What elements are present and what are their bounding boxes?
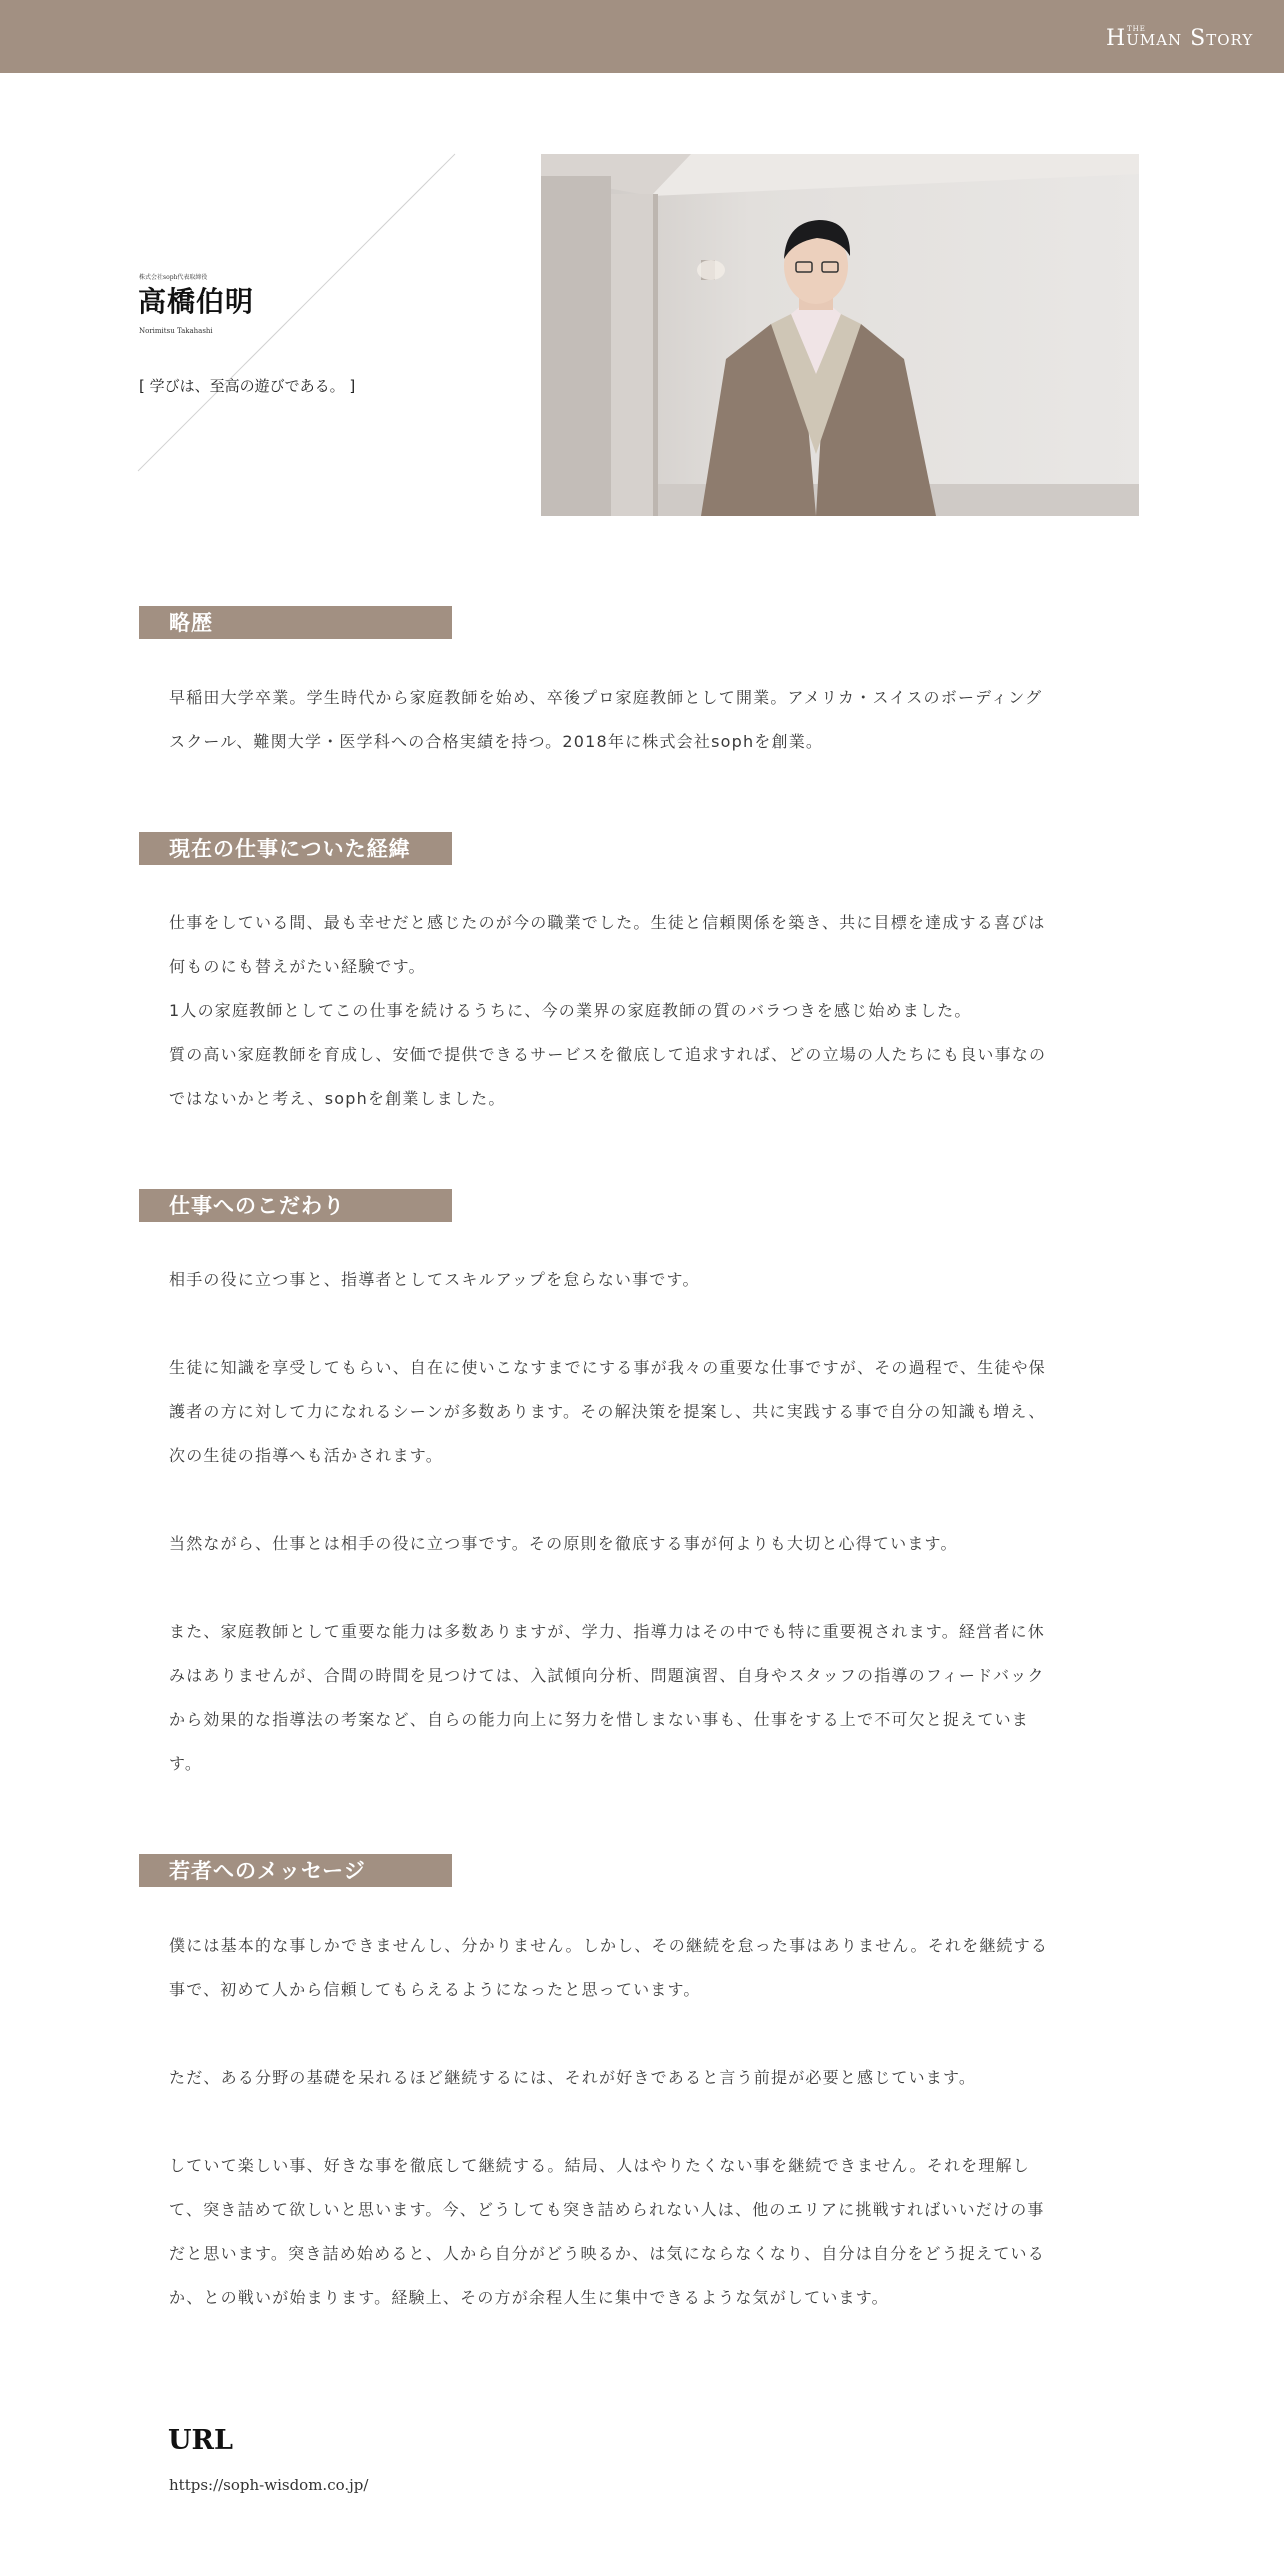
section-body-commitment — [169, 1258, 1094, 1786]
paragraph-gap — [169, 2100, 1094, 2144]
section-heading-commitment: 仕事へのこだわり — [139, 1189, 452, 1222]
site-logo[interactable] — [1106, 22, 1254, 54]
url-heading: URL — [168, 2425, 233, 2456]
commitment-line: 当然ながら、仕事とは相手の役に立つ事です。その原則を徹底する事が何よりも大切と心得ています。 — [169, 1534, 958, 1553]
message-line: 僕には基本的な事しかできませんし、分かりません。しかし、その継続を怠った事はありません。それを継続する — [169, 1936, 1049, 1955]
person-name-romaji: Norimitsu Takahashi — [139, 327, 213, 335]
logo-uman: UMAN — [1126, 31, 1183, 49]
company-title: 株式会社soph代表取締役 — [139, 274, 208, 281]
reason-line: 仕事をしている間、最も幸せだと感じたのが今の職業でした。生徒と信頼関係を築き、共に目標を達成する喜びは — [169, 913, 1046, 932]
commitment-line: 護者の方に対して力になれるシーンが多数あります。その解決策を提案し、共に実践する事で自分の知識も増え、 — [169, 1402, 1046, 1421]
section-heading-career: 略歴 — [139, 606, 452, 639]
profile-photo — [541, 154, 1139, 516]
logo-the: THE — [1127, 25, 1146, 33]
logo-s: S — [1190, 26, 1207, 51]
website-link[interactable]: https://soph-wisdom.co.jp/ — [169, 2476, 369, 2494]
message-line: か、との戦いが始まります。経験上、その方が余程人生に集中できるような気がしています。 — [169, 2288, 889, 2307]
section-body-career — [169, 676, 1094, 764]
commitment-line: みはありませんが、合間の時間を見つけては、入試傾向分析、問題演習、自身やスタッフの指導のフィードバック — [169, 1666, 1045, 1685]
paragraph-gap — [169, 1566, 1094, 1610]
commitment-line: す。 — [169, 1754, 203, 1773]
commitment-line: また、家庭教師として重要な能力は多数ありますが、学力、指導力はその中でも特に重要視されます。経営者に休 — [169, 1622, 1045, 1641]
section-body-reason — [169, 901, 1094, 1121]
commitment-line: 生徒に知識を享受してもらい、自在に使いこなすまでにする事が我々の重要な仕事ですが、その過程で、生徒や保 — [169, 1358, 1046, 1377]
reason-line: 質の高い家庭教師を育成し、安価で提供できるサービスを徹底して追求すれば、どの立場の人たちにも良い事なの — [169, 1045, 1047, 1064]
reason-line: 何ものにも替えがたい経験です。 — [169, 957, 426, 976]
person-motto: [ 学びは、至高の遊びである。 ] — [139, 377, 356, 395]
commitment-line: から効果的な指導法の考案など、自らの能力向上に努力を惜しまない事も、仕事をする上で不可欠と捉えていま — [169, 1710, 1030, 1729]
logo-wordmark — [1106, 26, 1253, 53]
career-line: スクール、難関大学・医学科への合格実績を持つ。2018年に株式会社sophを創業。 — [169, 732, 824, 751]
message-line: て、突き詰めて欲しいと思います。今、どうしても突き詰められない人は、他のエリアに挑戦すればいいだけの事 — [169, 2200, 1045, 2219]
section-body-message — [169, 1924, 1094, 2320]
commitment-line: 次の生徒の指導へも活かされます。 — [169, 1446, 443, 1465]
message-line: だと思います。突き詰め始めると、人から自分がどう映るか、は気にならなくなり、自分は自分をどう捉えている — [169, 2244, 1045, 2263]
commitment-line: 相手の役に立つ事と、指導者としてスキルアップを怠らない事です。 — [169, 1270, 700, 1289]
person-name: 高橋伯明 — [138, 285, 255, 318]
reason-line: ではないかと考え、sophを創業しました。 — [169, 1089, 506, 1108]
section-heading-message: 若者へのメッセージ — [139, 1854, 452, 1887]
paragraph-gap — [169, 2012, 1094, 2056]
site-header — [0, 0, 1284, 73]
logo-h: H — [1106, 26, 1127, 51]
profile-photo-illustration — [541, 154, 1139, 516]
message-line: 事で、初めて人から信頼してもらえるようになったと思っています。 — [169, 1980, 701, 1999]
logo-tory: TORY — [1206, 31, 1254, 49]
section-heading-reason: 現在の仕事についた経緯 — [139, 832, 452, 865]
message-line: していて楽しい事、好きな事を徹底して継続する。結局、人はやりたくない事を継続できません。それを理解し — [169, 2156, 1030, 2175]
reason-line: 1人の家庭教師としてこの仕事を続けるうちに、今の業界の家庭教師の質のバラつきを感じ始めました。 — [169, 1001, 972, 1020]
paragraph-gap — [169, 1478, 1094, 1522]
paragraph-gap — [169, 1302, 1094, 1346]
career-line: 早稲田大学卒業。学生時代から家庭教師を始め、卒後プロ家庭教師として開業。アメリカ・スイスのボーディング — [169, 688, 1043, 707]
message-line: ただ、ある分野の基礎を呆れるほど継続するには、それが好きであると言う前提が必要と感じています。 — [169, 2068, 977, 2087]
